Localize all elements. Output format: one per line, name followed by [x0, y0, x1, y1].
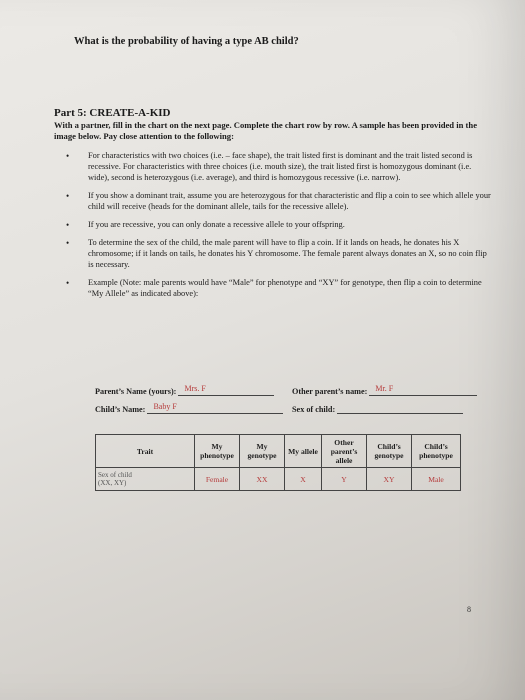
bullet-icon: •: [66, 191, 70, 201]
instruction-list: [66, 150, 491, 306]
header-child-genotype: Child’s genotype: [367, 435, 412, 468]
instruction-text: Example (Note: male parents would have “Male” for phenotype and “XY” for genotype, then flip a coin to determine “My Allele” as indicated above):: [88, 278, 482, 298]
bullet-icon: •: [66, 151, 70, 161]
instruction-item: [66, 150, 491, 183]
child-name-value: Baby F: [153, 402, 177, 411]
header-other-parent-allele: Other parent’s allele: [322, 435, 367, 468]
instruction-item: [66, 219, 491, 230]
other-parent-row: [292, 384, 477, 396]
sample-other-parent-allele[interactable]: Y: [322, 468, 367, 491]
instruction-item: [66, 190, 491, 212]
instruction-item: [66, 277, 491, 299]
table-row: [96, 468, 461, 491]
header-my-allele: My allele: [285, 435, 322, 468]
parent-name-row: [95, 384, 274, 396]
page-number: 8: [467, 605, 471, 614]
part-title: Part 5: CREATE-A-KID: [54, 107, 171, 119]
sex-of-child-label: Sex of child:: [292, 405, 336, 414]
instruction-text: To determine the sex of the child, the male parent will have to flip a coin. If it lands on heads, he donates his X chromosome; if it lands on tails, he donates his Y chromosome. The female parent always donates an X, so no coin flip is necessary.: [88, 238, 487, 269]
parent-name-value: Mrs. F: [184, 384, 206, 393]
child-name-field[interactable]: [147, 402, 283, 414]
probability-question: What is the probability of having a type AB child?: [74, 36, 299, 47]
instruction-text: If you are recessive, you can only donate a recessive allele to your offspring.: [88, 220, 345, 229]
sample-my-genotype[interactable]: XX: [240, 468, 285, 491]
bullet-icon: •: [66, 278, 70, 288]
sample-trait-options: (XX, XY): [98, 479, 127, 487]
instructions-intro: With a partner, fill in the chart on the next page. Complete the chart row by row. A sample has been provided in the image below. Pay close attention to the following:: [54, 120, 478, 141]
instruction-item: [66, 237, 491, 270]
instruction-text: For characteristics with two choices (i.e. – face shape), the trait listed first is dominant and the trait listed second is recessive. For characteristics with three choices (i.e. mouth size), the trait listed first is homozygous dominant (i.e. wide), second is heterozygous (i.e. average), and third is homozygous recessive (i.e. narrow).: [88, 151, 473, 182]
create-a-kid-table: [95, 434, 461, 491]
sample-trait-cell: [96, 468, 195, 491]
parent-name-field[interactable]: [178, 384, 274, 396]
child-name-label: Child’s Name:: [95, 405, 146, 414]
sample-my-phenotype[interactable]: Female: [195, 468, 240, 491]
instruction-text: If you show a dominant trait, assume you are heterozygous for that characteristic and flip a coin to see which allele your child will receive (heads for the dominant allele, tails for the recessive allele).: [88, 191, 491, 211]
sample-my-allele[interactable]: X: [285, 468, 322, 491]
sample-trait-name: Sex of child: [98, 471, 132, 479]
sex-of-child-row: [292, 402, 463, 414]
header-child-phenotype: Child’s phenotype: [412, 435, 461, 468]
sample-child-genotype[interactable]: XY: [367, 468, 412, 491]
table-header-row: [96, 435, 461, 468]
other-parent-value: Mr. F: [375, 384, 394, 393]
parent-name-label: Parent’s Name (yours):: [95, 387, 177, 396]
child-name-row: [95, 402, 283, 414]
sex-of-child-field[interactable]: [337, 402, 463, 414]
bullet-icon: •: [66, 238, 70, 248]
sample-child-phenotype[interactable]: Male: [412, 468, 461, 491]
other-parent-label: Other parent’s name:: [292, 387, 368, 396]
header-my-phenotype: My phenotype: [195, 435, 240, 468]
header-my-genotype: My genotype: [240, 435, 285, 468]
other-parent-field[interactable]: [369, 384, 477, 396]
bullet-icon: •: [66, 220, 70, 230]
header-trait: Trait: [96, 435, 195, 468]
